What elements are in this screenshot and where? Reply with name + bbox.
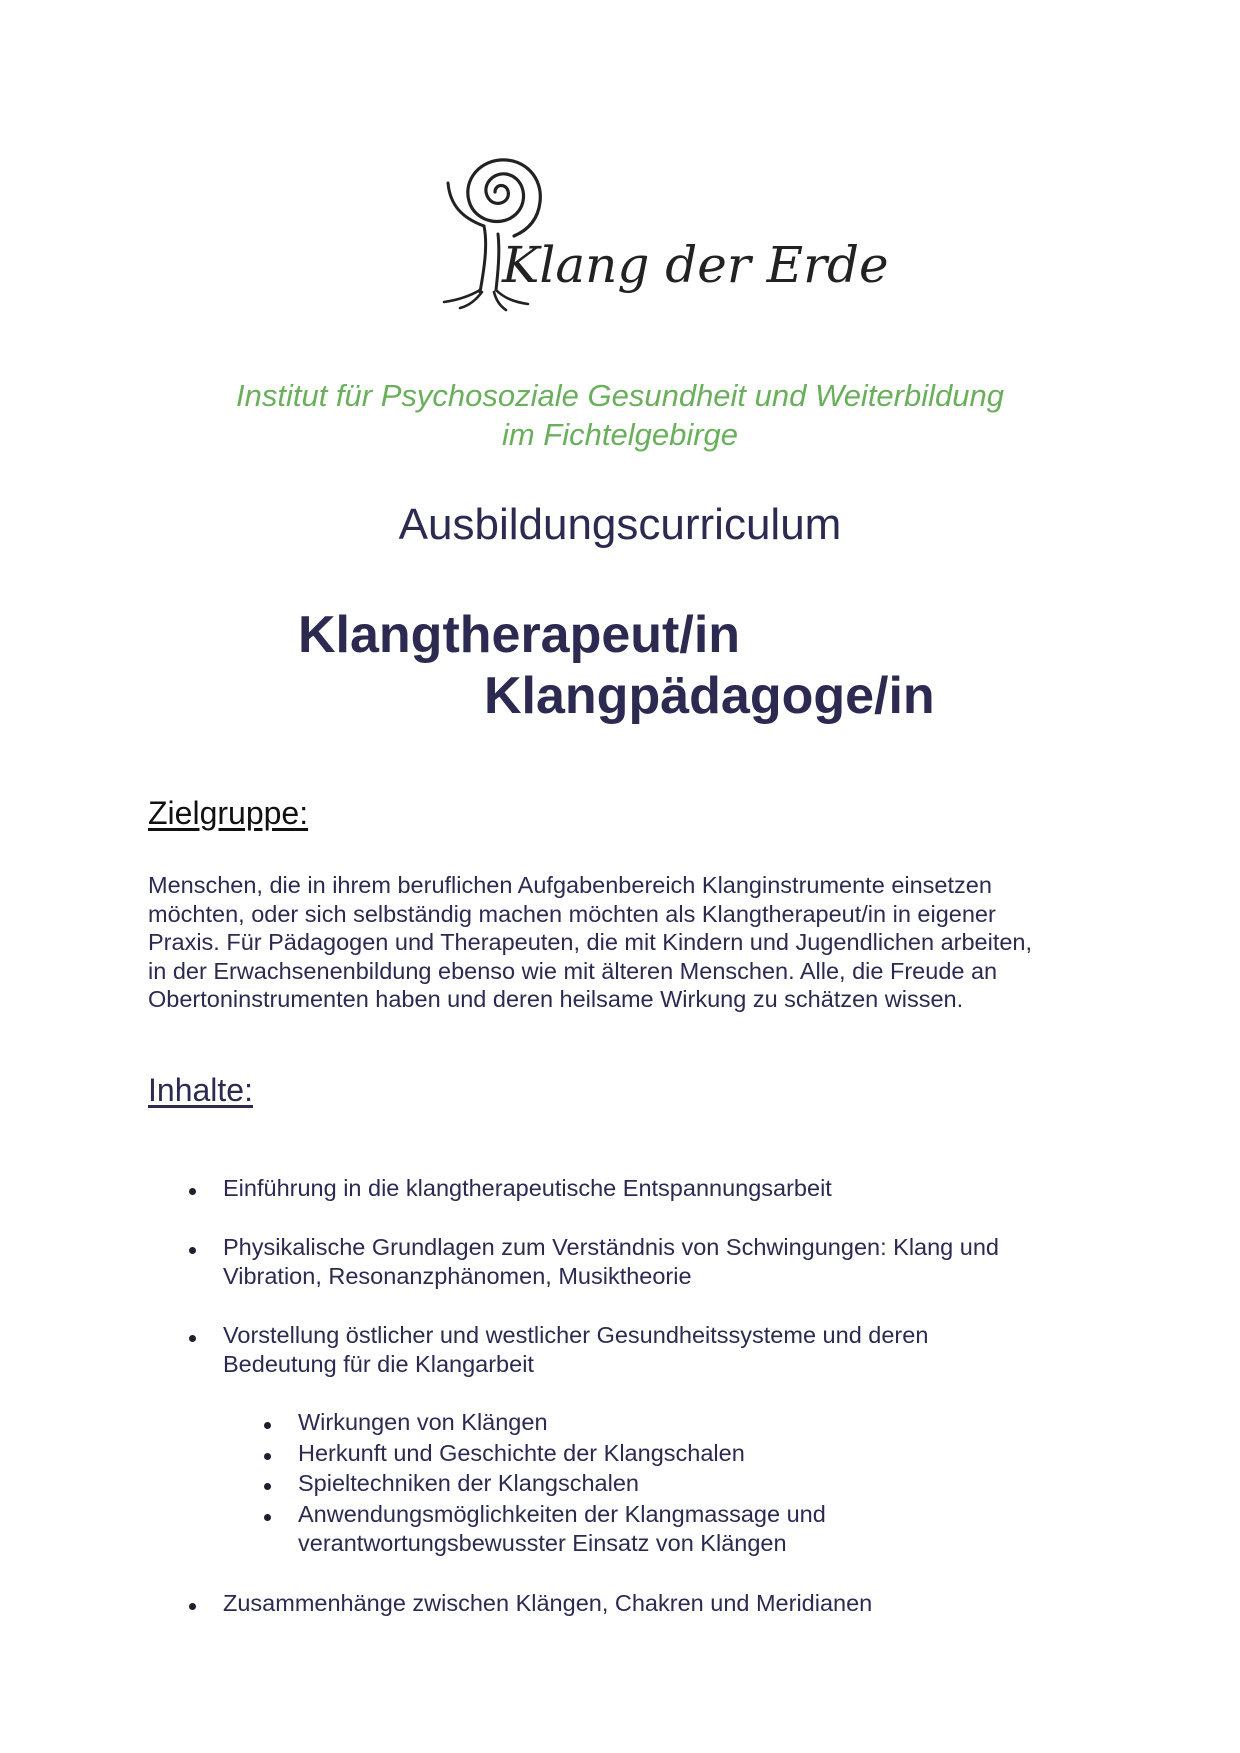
zielgruppe-line: möchten, oder sich selbständig machen möchten als Klangtherapeut/in in eigener: [148, 900, 996, 927]
bullet-icon: [189, 1603, 196, 1610]
bullet-icon: [189, 1247, 196, 1254]
institute-line-1: Institut für Psychosoziale Gesundheit und Weiterbildung: [236, 378, 1004, 413]
sub-bullet-icon: [264, 1514, 271, 1521]
klang-der-erde-logo: [440, 150, 889, 350]
zielgruppe-line: Praxis. Für Pädagogen und Therapeuten, die mit Kindern und Jugendlichen arbeiten,: [148, 929, 1033, 955]
list-item: Physikalische Grundlagen zum Verständnis von Schwingungen: Klang und Vibration, Resonanzphänomen, Musiktheorie: [223, 1234, 999, 1289]
tree-branch-left: [448, 183, 484, 226]
zielgruppe-line: in der Erwachsenenbildung ebenso wie mit älteren Menschen. Alle, die Freude an: [148, 957, 998, 984]
sub-list-item: Wirkungen von Klängen: [298, 1409, 548, 1435]
sub-bullet-icon: [264, 1422, 271, 1429]
list-item: Vorstellung östlicher und westlicher Gesundheitssysteme und deren Bedeutung für die Klangarbeit: [223, 1322, 929, 1377]
zielgruppe-paragraph: [148, 871, 1108, 1014]
sub-list-item: Spieltechniken der Klangschalen: [298, 1470, 639, 1496]
institute-line-2: im Fichtelgebirge: [501, 417, 739, 452]
zielgruppe-line: Obertoninstrumenten haben und deren heilsame Wirkung zu schätzen wissen.: [148, 986, 964, 1012]
sub-list-item: Herkunft und Geschichte der Klangschalen: [298, 1440, 745, 1466]
zielgruppe-line: Menschen, die in ihrem beruflichen Aufgabenbereich Klanginstrumente einsetzen: [148, 872, 992, 898]
logo-text: Klang der Erde: [502, 236, 889, 294]
sub-bullet-icon: [264, 1453, 271, 1460]
tree-trunk-right: [496, 234, 499, 290]
tree-trunk: [480, 226, 486, 292]
list-item: Einführung in die klangtherapeutische Entspannungsarbeit: [223, 1175, 832, 1201]
title-klangtherapeut: Klangtherapeut/in: [298, 606, 741, 664]
zielgruppe-heading: Zielgruppe:: [148, 795, 309, 831]
sub-bullet-icon: [264, 1483, 271, 1490]
bullet-icon: [189, 1188, 196, 1195]
bullet-icon: [189, 1335, 196, 1342]
list-item: Zusammenhänge zwischen Klängen, Chakren und Meridianen: [223, 1590, 873, 1616]
institute-name: [0, 376, 1240, 454]
sub-list-item: Anwendungsmöglichkeiten der Klangmassage und verantwortungsbewusster Einsatz von Klängen: [298, 1501, 826, 1556]
curriculum-heading: Ausbildungscurriculum: [398, 500, 842, 549]
inhalte-heading: Inhalte:: [148, 1072, 253, 1108]
title-klangpaedagoge: Klangpädagoge/in: [484, 667, 935, 725]
